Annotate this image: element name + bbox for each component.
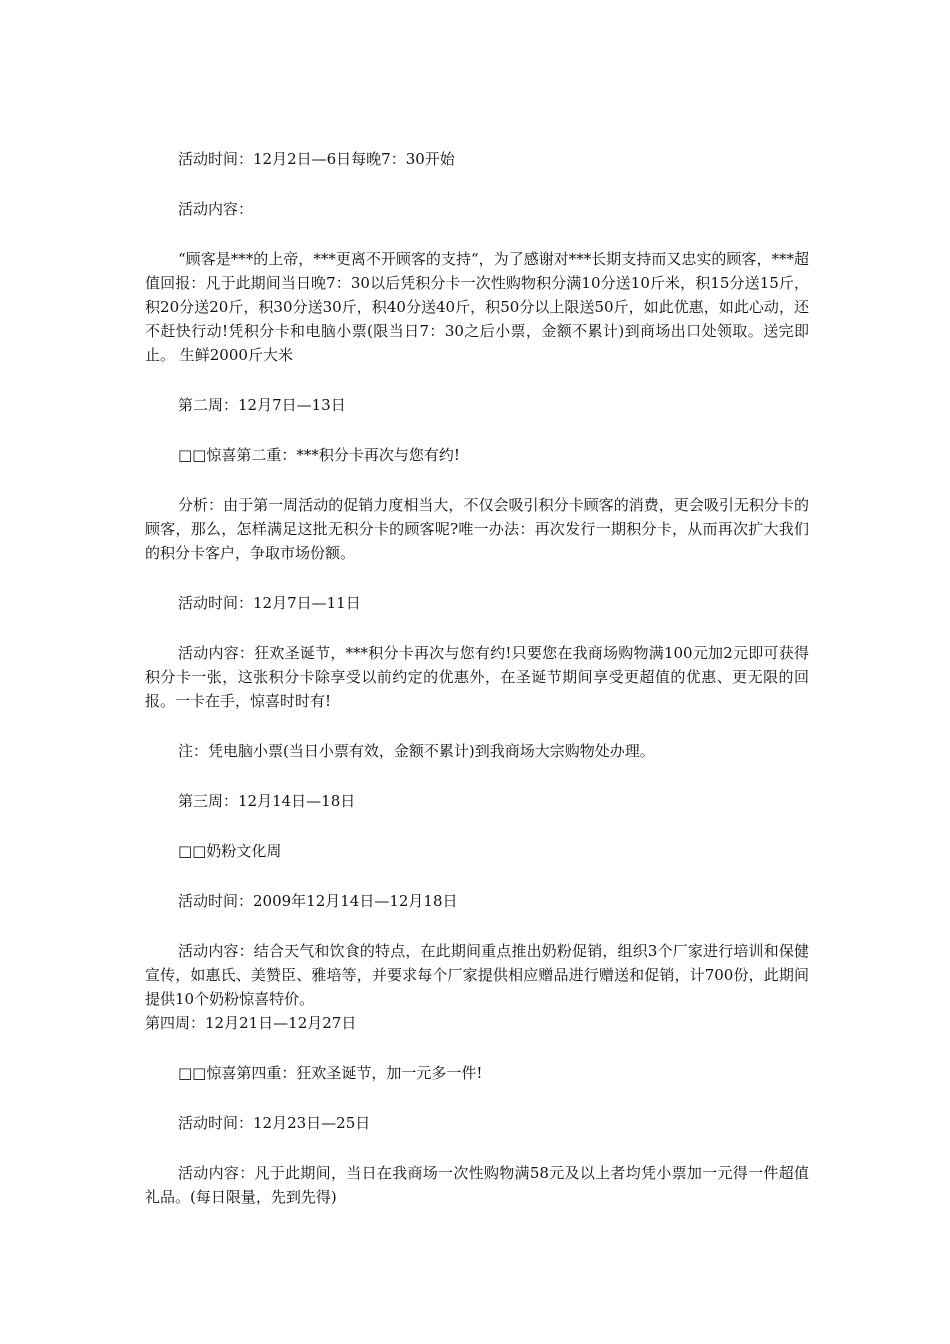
week2-heading: 第二周：12月7日—13日 (178, 396, 346, 414)
note-paragraph: 注：凭电脑小票(当日小票有效，金额不累计)到我商场大宗购物处办理。 (178, 742, 655, 760)
week3-heading: 第三周：12月14日—18日 (178, 792, 356, 810)
week2-time-paragraph: 活动时间：12月7日—11日 (178, 594, 361, 612)
week3-content-paragraph: 活动内容：结合天气和饮食的特点，在此期间重点推出奶粉促销，组织3个厂家进行培训和保健宣传，如惠氏、美赞臣、雅培等，并要求每个厂家提供相应赠品进行赠送和促销，计700份，此期间提供10个奶粉惊喜特价。 (145, 942, 809, 1008)
week4-content-paragraph: 活动内容：凡于此期间，当日在我商场一次性购物满58元及以上者均凭小票加一元得一件超值礼品。(每日限量，先到先得) (145, 1164, 809, 1206)
week1-content-heading: 活动内容： (178, 200, 254, 218)
milk-powder-week-heading: □□奶粉文化周 (178, 842, 282, 860)
week4-time-paragraph: 活动时间：12月23日—25日 (178, 1114, 371, 1132)
week1-content-paragraph: “顾客是***的上帝，***更离不开顾客的支持“，为了感谢对***长期支持而又忠实的顾客，***超值回报：凡于此期间当日晚7：30以后凭积分卡一次性购物积分满10分送10斤米，积15分送15斤，积20分送20斤，积30分送30斤，积40分送40斤，积50分以上限送50斤，如此优惠，如此心动，还不赶快行动!凭积分卡和电脑小票(限当日7：30之后小票，金额不累计)到商场出口处领取。送完即止。 生鲜2000斤大米 (145, 250, 809, 364)
week3-time-paragraph: 活动时间：2009年12月14日—12月18日 (178, 892, 458, 910)
surprise4-heading: □□惊喜第四重：狂欢圣诞节，加一元多一件! (178, 1064, 483, 1082)
document-body (145, 147, 809, 1235)
week2-content-paragraph: 活动内容：狂欢圣诞节，***积分卡再次与您有约!只要您在我商场购物满100元加2元即可获得积分卡一张，这张积分卡除享受以前约定的优惠外，在圣诞节期间享受更超值的优惠、更无限的回报。一卡在手，惊喜时时有! (145, 644, 809, 710)
analysis-paragraph: 分析：由于第一周活动的促销力度相当大，不仅会吸引积分卡顾客的消费，更会吸引无积分卡的顾客，那么，怎样满足这批无积分卡的顾客呢?唯一办法：再次发行一期积分卡，从而再次扩大我们的积分卡客户，争取市场份额。 (145, 496, 809, 562)
week1-time-paragraph: 活动时间：12月2日—6日每晚7：30开始 (178, 150, 455, 168)
surprise2-heading: □□惊喜第二重：***积分卡再次与您有约! (178, 446, 460, 464)
week4-heading: 第四周：12月21日—12月27日 (145, 1014, 357, 1032)
